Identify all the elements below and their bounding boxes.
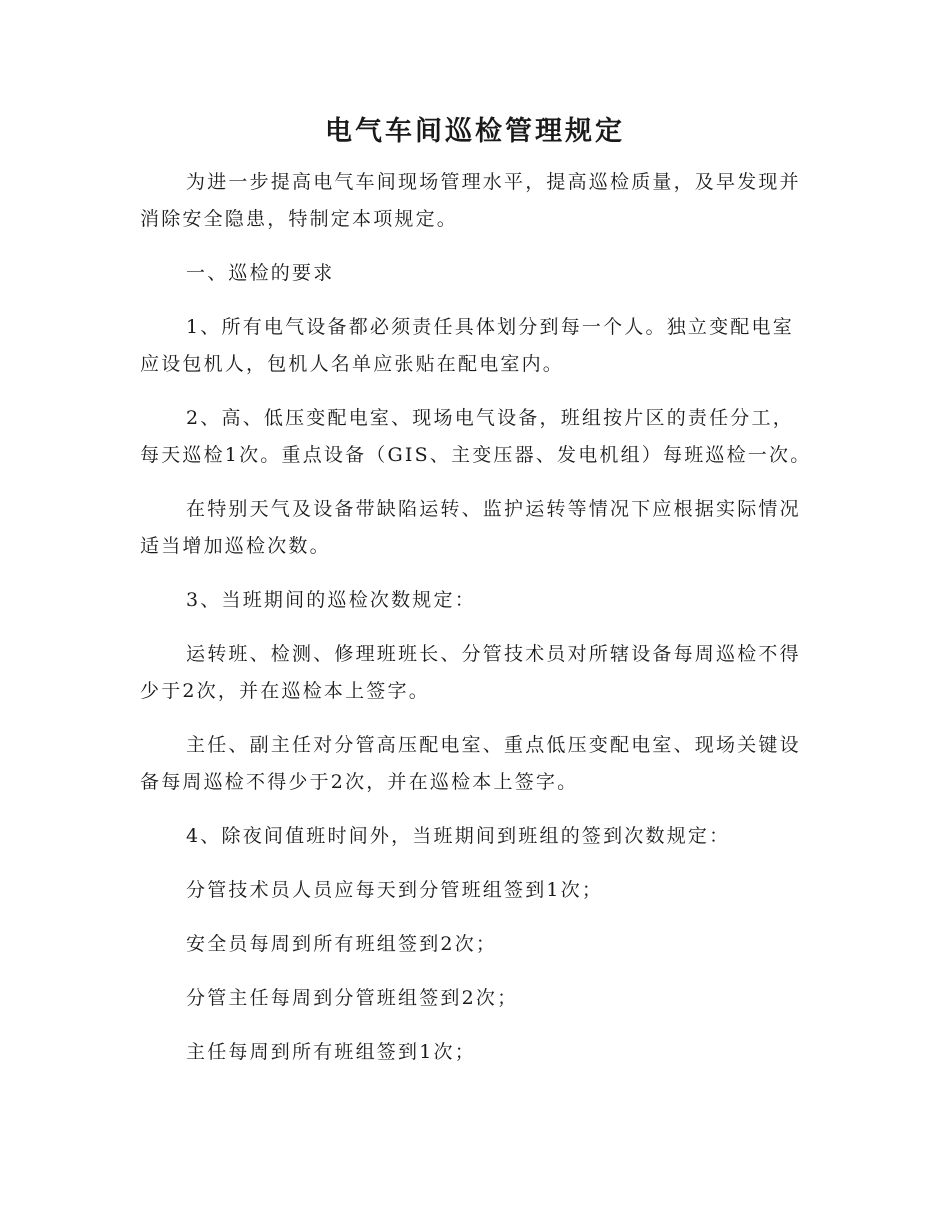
paragraph-technician-signin: 分管技术员人员应每天到分管班组签到1次； [186, 879, 604, 901]
paragraph-director-signin: 主任每周到所有班组签到1次； [186, 1041, 476, 1063]
paragraph-team-leaders: 运转班、检测、修理班班长、分管技术员对所辖设备每周巡检不得少于2次，并在巡检本上签字。 [140, 643, 801, 702]
paragraph-item-4: 4、除夜间值班时间外，当班期间到班组的签到次数规定： [186, 825, 731, 847]
paragraph-directors: 主任、副主任对分管高压配电室、重点低压变配电室、现场关键设备每周巡检不得少于2次，并在巡检本上签字。 [140, 734, 801, 793]
document-body [140, 164, 812, 1071]
section-heading-requirements: 一、巡检的要求 [186, 262, 335, 284]
paragraph-safety-officer-signin: 安全员每周到所有班组签到2次； [186, 933, 498, 955]
paragraph-special-weather: 在特别天气及设备带缺陷运转、监护运转等情况下应根据实际情况适当增加巡检次数。 [140, 498, 801, 557]
paragraph-item-3: 3、当班期间的巡检次数规定： [186, 589, 476, 611]
paragraph-item-1: 1、所有电气设备都必须责任具体划分到每一个人。独立变配电室应设包机人，包机人名单应张贴在配电室内。 [140, 316, 794, 375]
paragraph-section-director-signin: 分管主任每周到分管班组签到2次； [186, 987, 519, 1009]
document-title: 电气车间巡检管理规定 [325, 116, 625, 147]
paragraph-intro: 为进一步提高电气车间现场管理水平，提高巡检质量，及早发现并消除安全隐患，特制定本项规定。 [140, 171, 801, 230]
paragraph-item-2: 2、高、低压变配电室、现场电气设备，班组按片区的责任分工，每天巡检1次。重点设备（GIS、主变压器、发电机组）每班巡检一次。 [140, 407, 812, 466]
